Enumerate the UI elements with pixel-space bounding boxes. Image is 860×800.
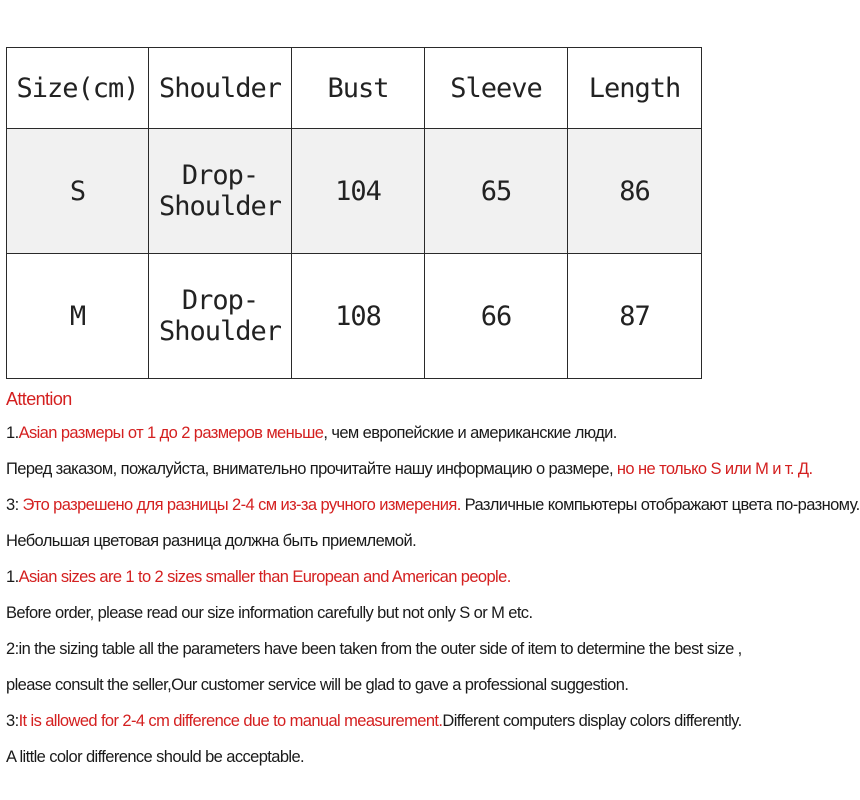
size-chart-table (6, 47, 702, 379)
note-line-en-3: 2:in the sizing table all the parameters have been taken from the outer side of item to determine the best size , (6, 640, 742, 658)
note-line-en-4: please consult the seller,Our customer service will be glad to gave a professional suggestion. (6, 676, 629, 694)
cell-size: M (7, 254, 149, 379)
header-size: Size(cm) (7, 48, 149, 129)
note-highlight: It is allowed for 2-4 cm difference due to manual measurement. (18, 712, 443, 730)
note-highlight: Asian размеры от 1 до 2 размеров меньше (18, 424, 324, 442)
note-line-ru-4: Небольшая цветовая разница должна быть приемлемой. (6, 532, 417, 550)
cell-bust: 108 (292, 254, 425, 379)
note-text: 3: (6, 712, 19, 730)
note-text: Different computers display colors differently. (442, 712, 742, 730)
note-highlight: но не только S или M и т. Д. (616, 460, 813, 478)
note-line-en-5 (6, 703, 798, 739)
cell-length: 86 (568, 129, 702, 254)
note-line-en-2: Before order, please read our size information carefully but not only S or M etc. (6, 604, 533, 622)
attention-heading: Attention (6, 389, 72, 409)
cell-shoulder (149, 129, 292, 254)
table-row (7, 254, 702, 379)
note-line-en-1 (6, 559, 798, 595)
cell-sleeve: 65 (425, 129, 568, 254)
cell-shoulder-line: Shoulder (158, 316, 282, 347)
table-row (7, 129, 702, 254)
cell-bust: 104 (292, 129, 425, 254)
cell-shoulder-line: Drop- (181, 285, 259, 316)
header-sleeve: Sleeve (425, 48, 568, 129)
note-text: Различные компьютеры отображают цвета по-разному. (460, 496, 860, 514)
cell-shoulder-line: Drop- (181, 160, 259, 191)
note-text: 1. (6, 424, 19, 442)
cell-sleeve: 66 (425, 254, 568, 379)
table-header-row (7, 48, 702, 129)
size-notes (6, 383, 860, 775)
cell-size: S (7, 129, 149, 254)
note-line-ru-1 (6, 415, 798, 451)
note-text: , чем европейские и американские люди. (323, 424, 617, 442)
note-text: Перед заказом, пожалуйста, внимательно прочитайте нашу информацию о размере, (6, 460, 617, 478)
note-line-ru-3 (6, 487, 860, 523)
cell-length: 87 (568, 254, 702, 379)
header-shoulder: Shoulder (149, 48, 292, 129)
cell-shoulder (149, 254, 292, 379)
header-length: Length (568, 48, 702, 129)
note-highlight: Это разрешено для разницы 2-4 см из-за ручного измерения. (22, 496, 461, 514)
note-text: 1. (6, 568, 19, 586)
note-line-en-6: A little color difference should be acceptable. (6, 748, 305, 766)
note-text: 3: (6, 496, 23, 514)
note-highlight: Asian sizes are 1 to 2 sizes smaller than European and American people. (18, 568, 511, 586)
note-line-ru-2 (6, 451, 813, 487)
cell-shoulder-line: Shoulder (158, 191, 282, 222)
header-bust: Bust (292, 48, 425, 129)
